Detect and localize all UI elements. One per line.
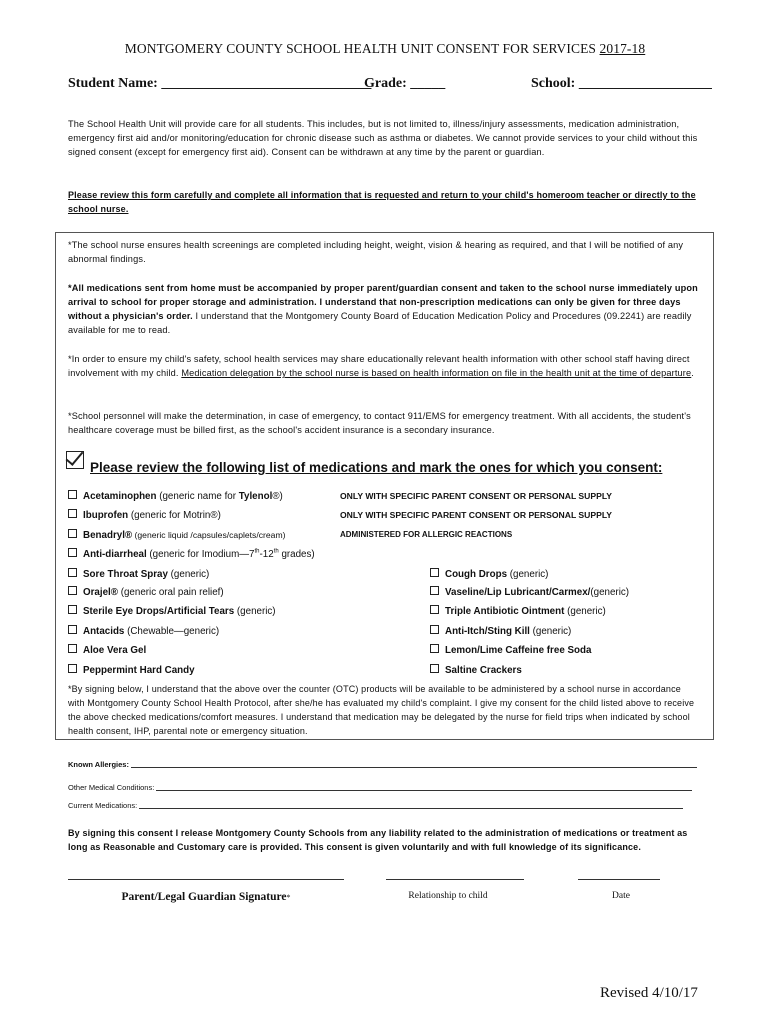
med-eye-drops-desc: (generic) xyxy=(234,606,276,617)
allergies-line[interactable] xyxy=(131,767,697,768)
date-line[interactable] xyxy=(578,879,660,880)
school-field[interactable]: School: ___________________ xyxy=(531,76,712,91)
medications-paragraph xyxy=(68,281,700,337)
med-benadryl-name: Benadryl® xyxy=(83,530,133,541)
med-eye-drops-name: Sterile Eye Drops/Artificial Tears xyxy=(83,606,235,617)
med-aloe-vera-name: Aloe Vera Gel xyxy=(83,645,147,656)
med-orajel-name: Orajel® xyxy=(83,587,118,598)
med-orajel-desc: (generic oral pain relief) xyxy=(118,587,224,598)
sharing-text-a: *In order to ensure my child's safety, school health services may share educationally relevant health information with other school staff having direct involvement with my child. xyxy=(68,354,690,378)
review-notice: Please review this form carefully and complete all information that is requested and return to your child's homeroom teacher or directly to the school nurse. xyxy=(68,190,696,214)
med-anti-itch-desc: (generic) xyxy=(529,626,572,637)
med-orajel[interactable] xyxy=(68,586,224,598)
medication-list-heading: Please review the following list of medications and mark the ones for which you consent: xyxy=(90,460,663,475)
med-vaseline[interactable] xyxy=(430,586,629,598)
med-anti-itch-name: Anti-Itch/Sting Kill xyxy=(445,626,530,637)
sharing-text-c: . xyxy=(691,368,694,378)
screening-paragraph: *The school nurse ensures health screenings are completed including height, weight, vision & hearing as required, and that I will be notified of any abnormal findings. xyxy=(68,240,684,264)
med-tylenol-name: Tylenol xyxy=(238,491,273,502)
med-anti-diarrheal[interactable] xyxy=(68,548,315,560)
med-aloe-vera[interactable] xyxy=(68,644,146,656)
med-anti-diarrheal-desc3: grades) xyxy=(278,549,315,560)
med-acetaminophen-end: ®) xyxy=(272,491,283,502)
allergies-label: Known Allergies: xyxy=(68,760,129,769)
intro-paragraph: The School Health Unit will provide care for all students. This includes, but is not limited to, illness/injury assessments, medication administration, emergency first aid and/or monitoring/education for chronic disease such as asthma or diabetes. We cannot provide services to your child without this signed consent (except for emergency first aid). Consent can be withdrawn at any time by the parent or guardian. xyxy=(68,119,698,157)
med-anti-diarrheal-desc2: -12 xyxy=(259,549,274,560)
consent-box xyxy=(55,232,714,740)
med-vaseline-name: Vaseline/Lip Lubricant/Carmex/ xyxy=(445,587,591,598)
grade-superscript-2: th xyxy=(273,548,279,555)
sharing-text-b: Medication delegation by the school nurse is based on health information on file in the health unit at the time of departure xyxy=(181,368,692,378)
checkbox-peppermint[interactable] xyxy=(68,664,77,673)
sharing-paragraph xyxy=(68,352,700,380)
med-cough-drops[interactable] xyxy=(430,568,548,580)
med-ibuprofen[interactable] xyxy=(68,509,221,521)
med-ibuprofen-desc: (generic for Motrin®) xyxy=(128,510,221,521)
med-antacids-desc: (Chewable—generic) xyxy=(124,626,220,637)
med-vaseline-desc: (generic) xyxy=(590,587,630,598)
relationship-label: Relationship to child xyxy=(408,891,488,901)
med-anti-diarrheal-desc: (generic for Imodium—7 xyxy=(146,549,255,560)
conditions-row[interactable]: Other Medical Conditions: xyxy=(68,783,692,792)
med-benadryl-desc: (generic liquid /capsules/caplets/cream) xyxy=(132,530,286,540)
ibuprofen-note: ONLY WITH SPECIFIC PARENT CONSENT OR PERSONAL SUPPLY xyxy=(340,510,613,520)
grade-field[interactable]: Grade: _____ xyxy=(364,76,446,91)
checked-box-icon xyxy=(66,451,84,469)
med-acetaminophen-desc: (generic name for xyxy=(156,491,239,502)
benadryl-note: ADMINISTERED FOR ALLERGIC REACTIONS xyxy=(340,530,513,539)
med-antacids[interactable] xyxy=(68,625,219,637)
parent-signature-label xyxy=(68,891,344,903)
allergies-row[interactable] xyxy=(68,760,697,769)
checkbox-triple-antibiotic[interactable] xyxy=(430,605,439,614)
relationship-line[interactable] xyxy=(386,879,524,880)
med-soda-name: Lemon/Lime Caffeine free Soda xyxy=(445,645,592,656)
med-triple-antibiotic[interactable] xyxy=(430,605,606,617)
checkbox-antacids[interactable] xyxy=(68,625,77,634)
emergency-paragraph: *School personnel will make the determination, in case of emergency, to contact 911/EMS for emergency treatment. With all accidents, the student's healthcare coverage must be billed first, as the school's accident insurance is a secondary insurance. xyxy=(68,411,691,435)
parent-signature-text: Parent/Legal Guardian Signature xyxy=(121,891,287,903)
medications-paragraph-bold: *All medications sent from home must be accompanied by proper parent/guardian consent and taken to the school nurse immediately upon arrival to school for proper storage and administration. I understand that non-prescription medications can only be given for three days without a physician's order. xyxy=(68,283,698,321)
med-sore-throat-name: Sore Throat Spray xyxy=(83,569,168,580)
medications-paragraph-rest: I understand that the Montgomery County Board of Education Medication Policy and Procedures (09.2241) are readily available for me to read. xyxy=(68,311,692,335)
conditions-line[interactable] xyxy=(156,790,692,791)
form-title-year: 2017-18 xyxy=(599,41,646,56)
otc-statement: *By signing below, I understand that the above over the counter (OTC) products will be available to be administered by a school nurse in accordance with Montgomery County School Health Protocol, after she/he has evaluated my child's complaint. I give my consent for the child listed above to receive the above checked medications/comfort measures. I understand that medication may be delegated by the nurse for field trips when indicated by school health consent, IHP, parental note or emergency situation. xyxy=(68,684,695,736)
med-ibuprofen-name: Ibuprofen xyxy=(83,510,129,521)
checkbox-acetaminophen[interactable] xyxy=(68,490,77,499)
student-name-field[interactable]: Student Name: ______________________________ xyxy=(68,76,372,91)
checkbox-ibuprofen[interactable] xyxy=(68,509,77,518)
med-anti-diarrheal-name: Anti-diarrheal xyxy=(83,549,147,560)
med-soda[interactable] xyxy=(430,644,591,656)
release-statement: By signing this consent I release Montgomery County Schools from any liability related to the administration of medications or treatment as long as Reasonable and Customary care is provided. This consent is given voluntarily and with full knowledge of its significance. xyxy=(68,828,688,852)
med-benadryl[interactable] xyxy=(68,529,285,541)
med-cough-drops-desc: (generic) xyxy=(507,569,549,580)
med-sore-throat-spray[interactable] xyxy=(68,568,209,580)
checkbox-cough-drops[interactable] xyxy=(430,568,439,577)
checkbox-soda[interactable] xyxy=(430,644,439,653)
grade-superscript-1: th xyxy=(254,548,260,555)
parent-signature-line[interactable] xyxy=(68,879,344,880)
checkbox-vaseline[interactable] xyxy=(430,586,439,595)
revised-date: Revised 4/10/17 xyxy=(600,985,698,1001)
med-triple-antibiotic-desc: (generic) xyxy=(564,606,606,617)
med-peppermint-name: Peppermint Hard Candy xyxy=(83,665,195,676)
med-cough-drops-name: Cough Drops xyxy=(445,569,508,580)
date-label: Date xyxy=(612,891,630,901)
med-eye-drops[interactable] xyxy=(68,605,276,617)
checkbox-saltines[interactable] xyxy=(430,664,439,673)
checkbox-aloe-vera[interactable] xyxy=(68,644,77,653)
current-meds-line[interactable] xyxy=(139,808,683,809)
checkbox-orajel[interactable] xyxy=(68,586,77,595)
med-saltines[interactable] xyxy=(430,664,522,676)
med-acetaminophen[interactable] xyxy=(68,490,283,502)
parent-signature-star: * xyxy=(286,893,291,902)
conditions-label: Other Medical Conditions xyxy=(68,783,153,792)
med-antacids-name: Antacids xyxy=(83,626,125,637)
checkbox-benadryl[interactable] xyxy=(68,529,77,538)
med-peppermint[interactable] xyxy=(68,664,195,676)
med-anti-itch[interactable] xyxy=(430,625,571,637)
checkbox-anti-diarrheal[interactable] xyxy=(68,548,77,557)
med-triple-antibiotic-name: Triple Antibiotic Ointment xyxy=(445,606,565,617)
acetaminophen-note: ONLY WITH SPECIFIC PARENT CONSENT OR PERSONAL SUPPLY xyxy=(340,491,613,501)
current-meds-row[interactable]: Current Medications: xyxy=(68,801,683,810)
current-meds-label: Current Medications xyxy=(68,801,136,810)
med-acetaminophen-name: Acetaminophen xyxy=(83,491,157,502)
med-sore-throat-desc: (generic) xyxy=(167,569,210,580)
form-title xyxy=(0,41,770,57)
checkbox-anti-itch[interactable] xyxy=(430,625,439,634)
checkbox-sore-throat-spray[interactable] xyxy=(68,568,77,577)
checkbox-eye-drops[interactable] xyxy=(68,605,77,614)
med-saltines-name: Saltine Crackers xyxy=(445,665,522,676)
form-title-main: MONTGOMERY COUNTY SCHOOL HEALTH UNIT CONSENT FOR SERVICES xyxy=(124,41,597,56)
